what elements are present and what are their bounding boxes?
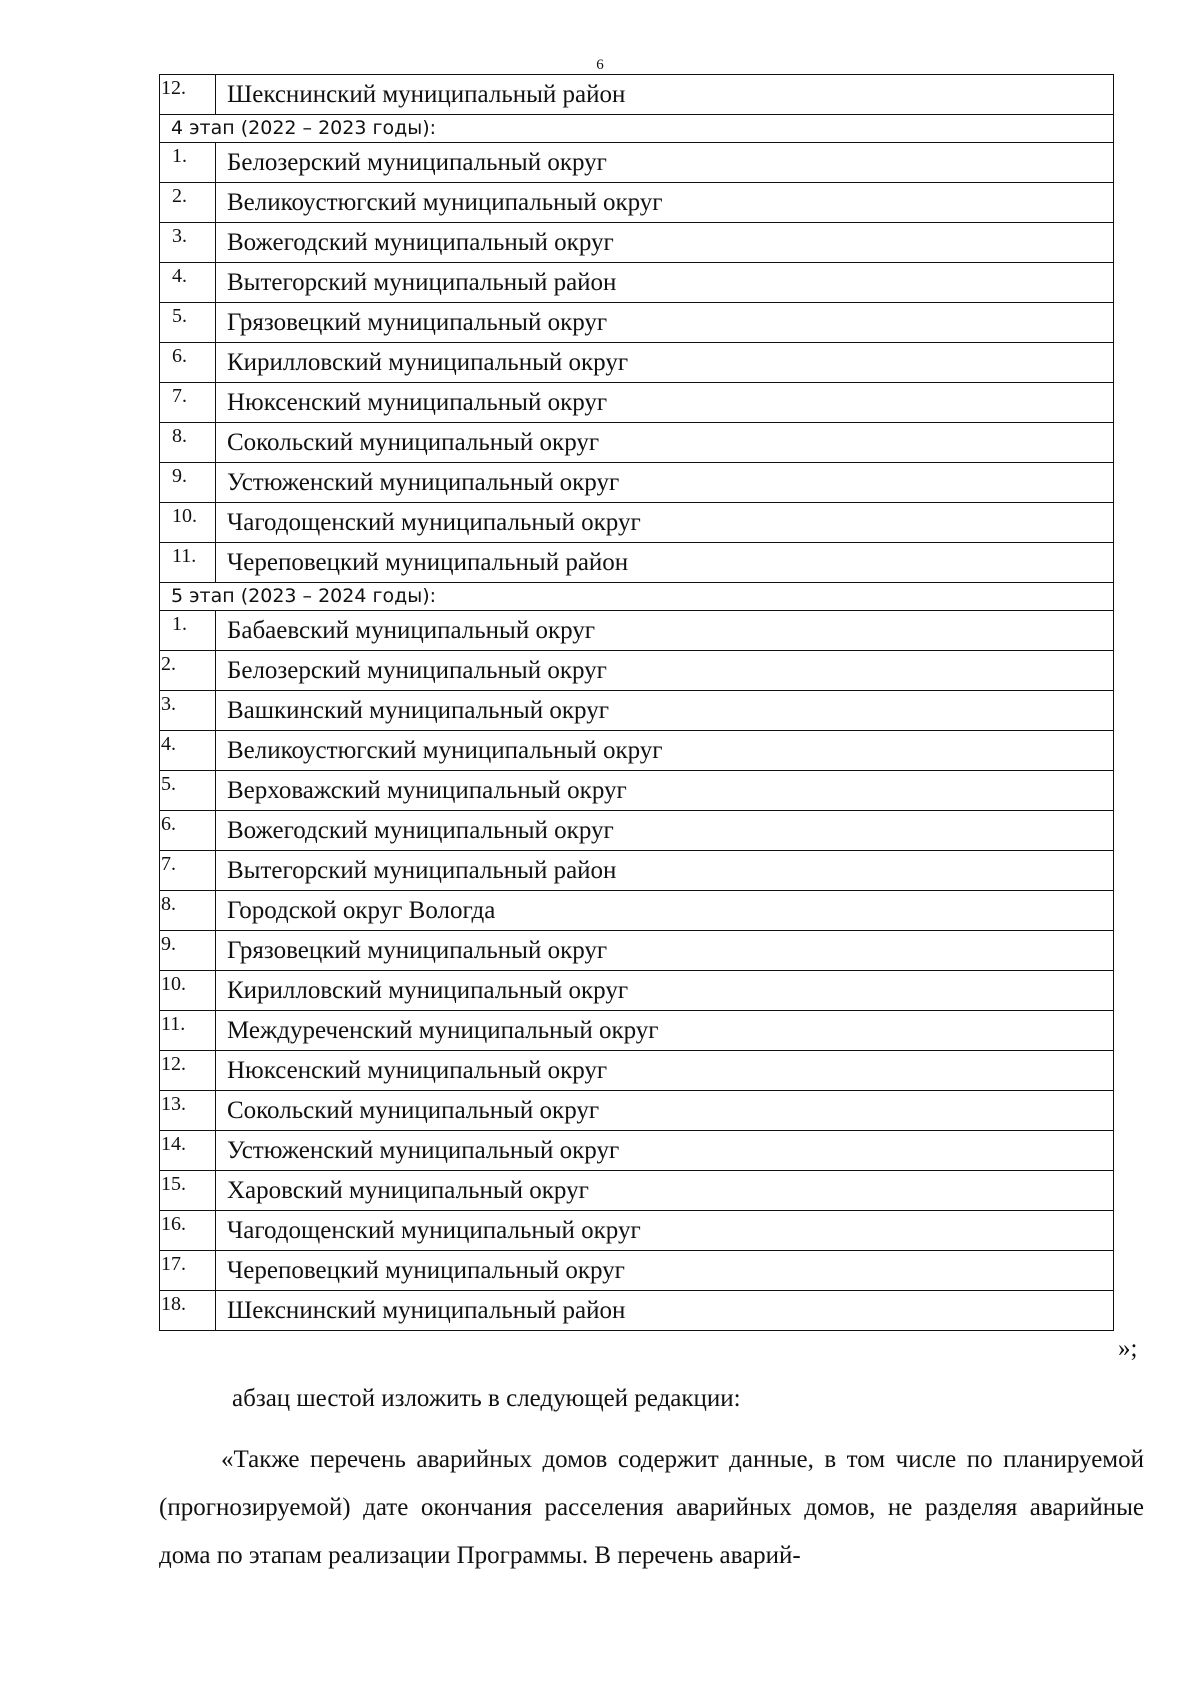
row-number: 6. xyxy=(160,811,216,851)
municipality-name: Грязовецкий муниципальный округ xyxy=(216,931,1114,971)
municipality-name: Череповецкий муниципальный район xyxy=(216,543,1114,583)
municipality-name: Нюксенский муниципальный округ xyxy=(216,1051,1114,1091)
stage-row xyxy=(160,115,1114,143)
table-row xyxy=(160,503,1114,543)
row-number: 7. xyxy=(160,851,216,891)
table-row xyxy=(160,1291,1114,1331)
row-number: 12. xyxy=(160,75,216,115)
table-row xyxy=(160,731,1114,771)
paragraph-body: «Также перечень аварийных домов содержит данные, в том числе по планируемой (прогнозируемой) дате окончания расселения аварийных домов, не разделяя аварийные дома по этапам реализации Программы. В перечень аварий- xyxy=(159,1446,1144,1569)
table-row xyxy=(160,891,1114,931)
table-row xyxy=(160,463,1114,503)
table-row xyxy=(160,143,1114,183)
table-row xyxy=(160,611,1114,651)
row-number: 7. xyxy=(160,383,216,423)
table-row xyxy=(160,691,1114,731)
row-number: 2. xyxy=(160,651,216,691)
row-number: 13. xyxy=(160,1091,216,1131)
row-number: 10. xyxy=(160,971,216,1011)
row-number: 6. xyxy=(160,343,216,383)
row-number: 12. xyxy=(160,1051,216,1091)
table-row xyxy=(160,971,1114,1011)
municipality-name: Устюженский муниципальный округ xyxy=(216,1131,1114,1171)
municipality-name: Сокольский муниципальный округ xyxy=(216,423,1114,463)
paragraph-intro: абзац шестой изложить в следующей редакции: xyxy=(232,1385,741,1412)
row-number: 18. xyxy=(160,1291,216,1331)
municipality-name: Сокольский муниципальный округ xyxy=(216,1091,1114,1131)
table-row xyxy=(160,1251,1114,1291)
row-number: 8. xyxy=(160,423,216,463)
row-number: 1. xyxy=(160,611,216,651)
row-number: 4. xyxy=(160,731,216,771)
municipality-name: Грязовецкий муниципальный округ xyxy=(216,303,1114,343)
table-row xyxy=(160,343,1114,383)
municipality-name: Великоустюгский муниципальный округ xyxy=(216,731,1114,771)
table-row xyxy=(160,1131,1114,1171)
stage-row xyxy=(160,583,1114,611)
municipality-name: Бабаевский муниципальный округ xyxy=(216,611,1114,651)
closing-quote: »; xyxy=(1118,1335,1138,1362)
municipality-name: Вожегодский муниципальный округ xyxy=(216,811,1114,851)
table-row xyxy=(160,383,1114,423)
municipality-name: Вытегорский муниципальный район xyxy=(216,263,1114,303)
municipality-name: Шекснинский муниципальный район xyxy=(216,75,1114,115)
stage-label: 4 этап (2022 – 2023 годы): xyxy=(160,115,1114,143)
municipality-name: Вожегодский муниципальный округ xyxy=(216,223,1114,263)
table-row xyxy=(160,851,1114,891)
row-number: 2. xyxy=(160,183,216,223)
municipality-name: Вашкинский муниципальный округ xyxy=(216,691,1114,731)
table-row xyxy=(160,75,1114,115)
table-row xyxy=(160,543,1114,583)
row-number: 9. xyxy=(160,463,216,503)
municipality-name: Харовский муниципальный округ xyxy=(216,1171,1114,1211)
row-number: 3. xyxy=(160,223,216,263)
municipality-name: Междуреченский муниципальный округ xyxy=(216,1011,1114,1051)
municipality-name: Вытегорский муниципальный район xyxy=(216,851,1114,891)
table-row xyxy=(160,1011,1114,1051)
table-row xyxy=(160,931,1114,971)
table-row xyxy=(160,223,1114,263)
row-number: 15. xyxy=(160,1171,216,1211)
stage-label: 5 этап (2023 – 2024 годы): xyxy=(160,583,1114,611)
table-row xyxy=(160,1051,1114,1091)
municipality-name: Чагодощенский муниципальный округ xyxy=(216,503,1114,543)
row-number: 5. xyxy=(160,771,216,811)
row-number: 9. xyxy=(160,931,216,971)
table-row xyxy=(160,811,1114,851)
row-number: 8. xyxy=(160,891,216,931)
municipality-name: Белозерский муниципальный округ xyxy=(216,651,1114,691)
municipalities-table xyxy=(159,74,1114,1331)
row-number: 4. xyxy=(160,263,216,303)
municipality-name: Великоустюгский муниципальный округ xyxy=(216,183,1114,223)
row-number: 16. xyxy=(160,1211,216,1251)
municipality-name: Нюксенский муниципальный округ xyxy=(216,383,1114,423)
municipality-name: Шекснинский муниципальный район xyxy=(216,1291,1114,1331)
municipality-name: Чагодощенский муниципальный округ xyxy=(216,1211,1114,1251)
municipality-name: Верховажский муниципальный округ xyxy=(216,771,1114,811)
row-number: 10. xyxy=(160,503,216,543)
municipality-name: Кирилловский муниципальный округ xyxy=(216,343,1114,383)
row-number: 5. xyxy=(160,303,216,343)
row-number: 11. xyxy=(160,543,216,583)
table-row xyxy=(160,1091,1114,1131)
municipality-name: Череповецкий муниципальный округ xyxy=(216,1251,1114,1291)
page-number: 6 xyxy=(596,57,604,73)
row-number: 11. xyxy=(160,1011,216,1051)
table-row xyxy=(160,1171,1114,1211)
municipality-name: Кирилловский муниципальный округ xyxy=(216,971,1114,1011)
table-row xyxy=(160,1211,1114,1251)
row-number: 14. xyxy=(160,1131,216,1171)
table-row xyxy=(160,263,1114,303)
municipality-name: Городской округ Вологда xyxy=(216,891,1114,931)
table-row xyxy=(160,651,1114,691)
municipality-name: Устюженский муниципальный округ xyxy=(216,463,1114,503)
row-number: 1. xyxy=(160,143,216,183)
table-row xyxy=(160,423,1114,463)
municipalities-table-body xyxy=(160,75,1114,1331)
row-number: 17. xyxy=(160,1251,216,1291)
table-row xyxy=(160,183,1114,223)
row-number: 3. xyxy=(160,691,216,731)
table-row xyxy=(160,303,1114,343)
municipality-name: Белозерский муниципальный округ xyxy=(216,143,1114,183)
table-row xyxy=(160,771,1114,811)
